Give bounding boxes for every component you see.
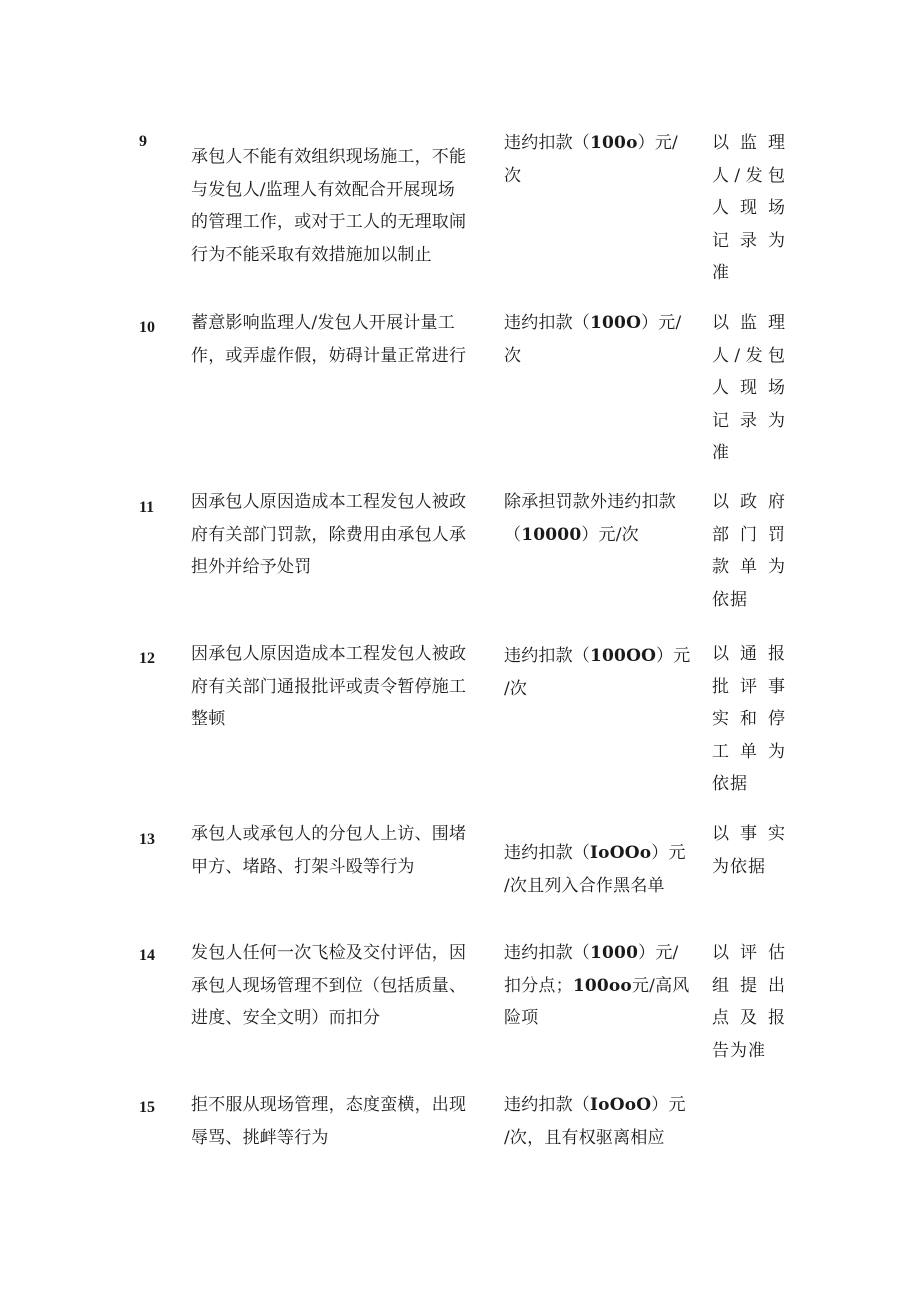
penalty-line: 违约扣款（100O）元/ bbox=[504, 313, 682, 333]
penalty-amount: 100O bbox=[590, 313, 642, 333]
basis-line: 依据 bbox=[712, 774, 748, 794]
description-line: 因承包人原因造成本工程发包人被政 bbox=[191, 492, 467, 512]
basis-line: 人现场 bbox=[712, 198, 786, 218]
row-penalty bbox=[504, 127, 698, 192]
description-line: 作，或弄虚作假，妨碍计量正常进行 bbox=[191, 345, 467, 366]
penalty-line: 次 bbox=[504, 345, 522, 366]
penalty-line: （10000）元/次 bbox=[504, 524, 639, 545]
description-line: 与发包人/监理人有效配合开展现场 bbox=[191, 179, 455, 200]
description-line: 甲方、堵路、打架斗殴等行为 bbox=[191, 856, 415, 877]
basis-line: 人/发包 bbox=[712, 165, 786, 186]
penalty-line: 违约扣款（IoOOo）元 bbox=[504, 843, 686, 863]
penalty-line: /次，且有权驱离相应 bbox=[504, 1127, 665, 1148]
row-number: 12 bbox=[139, 650, 155, 667]
basis-line: 部门罚 bbox=[712, 524, 786, 545]
description-line: 承包人或承包人的分包人上访、围堵 bbox=[191, 824, 467, 844]
basis-line: 以监理 bbox=[712, 313, 786, 333]
row-description bbox=[191, 638, 493, 736]
row-description bbox=[191, 486, 493, 584]
row-basis bbox=[712, 127, 786, 290]
basis-line: 批评事 bbox=[712, 676, 786, 697]
row-basis bbox=[712, 818, 786, 883]
row-penalty bbox=[504, 937, 698, 1035]
basis-line: 人/发包 bbox=[712, 345, 786, 366]
description-line: 辱骂、挑衅等行为 bbox=[191, 1127, 329, 1148]
basis-line: 以通报 bbox=[712, 644, 786, 664]
basis-line: 准 bbox=[712, 443, 730, 463]
basis-line: 点及报 bbox=[712, 1008, 786, 1028]
basis-line: 准 bbox=[712, 263, 730, 283]
description-line: 因承包人原因造成本工程发包人被政 bbox=[191, 644, 467, 664]
row-description bbox=[191, 818, 493, 883]
basis-line: 人现场 bbox=[712, 378, 786, 398]
row-description bbox=[191, 307, 493, 372]
basis-line: 以事实 bbox=[712, 824, 786, 844]
description-line: 担外并给予处罚 bbox=[191, 557, 312, 577]
basis-line: 以政府 bbox=[712, 492, 786, 512]
row-penalty bbox=[504, 307, 698, 372]
penalty-amount: IoOoO bbox=[590, 1095, 652, 1115]
row-description bbox=[191, 141, 493, 271]
basis-line: 以评估 bbox=[712, 943, 786, 963]
penalty-amount: IoOOo bbox=[590, 843, 652, 863]
description-line: 整顿 bbox=[191, 709, 226, 729]
penalty-line: 次 bbox=[504, 165, 522, 186]
row-penalty bbox=[504, 486, 698, 551]
penalty-line: 险项 bbox=[504, 1008, 539, 1028]
row-basis bbox=[712, 638, 786, 801]
penalty-amount: 100oo bbox=[572, 975, 632, 996]
penalty-amount: 100OO bbox=[590, 646, 657, 666]
basis-line: 告为准 bbox=[712, 1040, 766, 1061]
penalty-line: 违约扣款（IoOoO）元 bbox=[504, 1095, 686, 1115]
basis-line: 记录为 bbox=[712, 410, 786, 431]
row-number: 14 bbox=[139, 947, 155, 964]
row-basis bbox=[712, 307, 786, 470]
basis-line: 工单为 bbox=[712, 741, 786, 762]
basis-line: 实和停 bbox=[712, 709, 786, 729]
row-number: 10 bbox=[139, 319, 155, 336]
description-line: 府有关部门通报批评或责令暂停施工 bbox=[191, 676, 467, 697]
description-line: 承包人现场管理不到位（包括质量、 bbox=[191, 975, 467, 996]
description-line: 承包人不能有效组织现场施工，不能 bbox=[191, 147, 467, 167]
row-penalty bbox=[504, 1089, 698, 1154]
description-line: 行为不能采取有效措施加以制止 bbox=[191, 244, 432, 265]
row-basis bbox=[712, 486, 786, 616]
description-line: 的管理工作，或对于工人的无理取闹 bbox=[191, 212, 467, 232]
row-number: 15 bbox=[139, 1099, 155, 1116]
basis-line: 款单为 bbox=[712, 557, 786, 577]
row-number: 13 bbox=[139, 831, 155, 848]
row-basis bbox=[712, 937, 786, 1067]
row-number: 11 bbox=[139, 499, 155, 516]
penalty-amount: 1000 bbox=[590, 943, 639, 963]
basis-line: 为依据 bbox=[712, 856, 766, 877]
basis-line: 组提出 bbox=[712, 975, 786, 996]
basis-line: 记录为 bbox=[712, 230, 786, 251]
description-line: 府有关部门罚款，除费用由承包人承 bbox=[191, 524, 467, 545]
basis-line: 以监理 bbox=[712, 133, 786, 153]
penalty-line: /次 bbox=[504, 678, 528, 699]
description-line: 蓄意影响监理人/发包人开展计量工 bbox=[191, 313, 455, 333]
row-number: 9 bbox=[139, 133, 147, 150]
row-description bbox=[191, 1089, 493, 1154]
penalty-amount: 100o bbox=[590, 133, 638, 153]
description-line: 拒不服从现场管理，态度蛮横，出现 bbox=[191, 1095, 467, 1115]
penalty-line: /次且列入合作黑名单 bbox=[504, 875, 665, 896]
penalty-line: 违约扣款（100o）元/ bbox=[504, 133, 678, 153]
penalty-amount: 10000 bbox=[521, 524, 582, 545]
penalty-line: 违约扣款（1000）元/ bbox=[504, 943, 679, 963]
row-description bbox=[191, 937, 493, 1035]
row-penalty bbox=[504, 837, 698, 902]
penalty-line: 违约扣款（100OO）元 bbox=[504, 646, 691, 666]
description-line: 发包人任何一次飞检及交付评估，因 bbox=[191, 943, 467, 963]
penalty-line: 除承担罚款外违约扣款 bbox=[504, 492, 676, 512]
row-penalty bbox=[504, 640, 698, 705]
basis-line: 依据 bbox=[712, 589, 748, 610]
penalty-line: 扣分点；100oo元/高风 bbox=[504, 975, 690, 996]
description-line: 进度、安全文明）而扣分 bbox=[191, 1008, 381, 1028]
